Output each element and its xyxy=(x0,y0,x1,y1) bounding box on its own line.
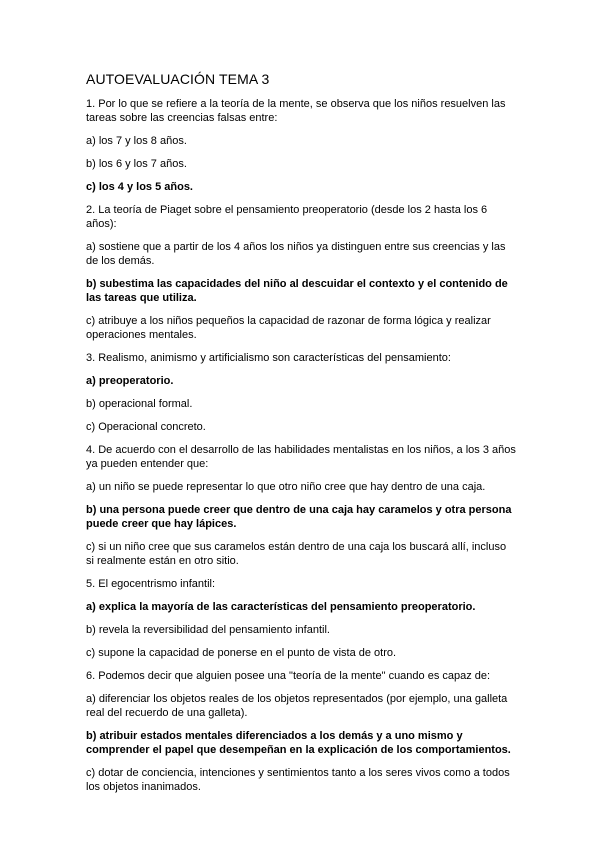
option-b: b) operacional formal. xyxy=(86,398,193,410)
question-text: 6. Podemos decir que alguien posee una "teoría de la mente" cuando es capaz de: xyxy=(86,670,491,682)
option-c: c) dotar de conciencia, intenciones y sentimientos tanto a los seres vivos como a todos los objetos inanimados. xyxy=(86,767,510,793)
question-1 xyxy=(86,97,516,194)
option-c: c) los 4 y los 5 años. xyxy=(86,181,193,193)
question-4 xyxy=(86,443,516,568)
option-c: c) atribuye a los niños pequeños la capacidad de razonar de forma lógica y realizar operaciones mentales. xyxy=(86,315,491,341)
option-b: b) revela la reversibilidad del pensamiento infantil. xyxy=(86,624,330,636)
option-b: b) una persona puede creer que dentro de una caja hay caramelos y otra persona puede creer que hay lápices. xyxy=(86,504,512,530)
option-a: a) los 7 y los 8 años. xyxy=(86,135,187,147)
option-c: c) Operacional concreto. xyxy=(86,421,206,433)
option-b: b) subestima las capacidades del niño al descuidar el contexto y el contenido de las tareas que utiliza. xyxy=(86,278,508,304)
document-page xyxy=(86,70,516,803)
option-a: a) explica la mayoría de las características del pensamiento preoperatorio. xyxy=(86,601,476,613)
question-3 xyxy=(86,351,516,434)
option-b: b) los 6 y los 7 años. xyxy=(86,158,187,170)
option-a: a) sostiene que a partir de los 4 años los niños ya distinguen entre sus creencias y las de los demás. xyxy=(86,241,506,267)
question-6 xyxy=(86,669,516,794)
question-5 xyxy=(86,577,516,660)
option-c: c) supone la capacidad de ponerse en el punto de vista de otro. xyxy=(86,647,397,659)
option-a: a) un niño se puede representar lo que otro niño cree que hay dentro de una caja. xyxy=(86,481,486,493)
question-text: 3. Realismo, animismo y artificialismo son características del pensamiento: xyxy=(86,352,451,364)
question-text: 5. El egocentrismo infantil: xyxy=(86,578,216,590)
option-b: b) atribuir estados mentales diferenciados a los demás y a uno mismo y comprender el papel que desempeñan en la explicación de los comportamientos. xyxy=(86,730,511,756)
question-text: 2. La teoría de Piaget sobre el pensamiento preoperatorio (desde los 2 hasta los 6 años): xyxy=(86,204,488,230)
option-c: c) si un niño cree que sus caramelos están dentro de una caja los buscará allí, incluso si realmente están en otro sitio. xyxy=(86,541,507,567)
question-text: 4. De acuerdo con el desarrollo de las habilidades mentalistas en los niños, a los 3 años ya pueden entender que: xyxy=(86,444,516,470)
question-2 xyxy=(86,203,516,342)
option-a: a) preoperatorio. xyxy=(86,375,174,387)
option-a: a) diferenciar los objetos reales de los objetos representados (por ejemplo, una galleta real del recuerdo de una galleta). xyxy=(86,693,508,719)
question-text: 1. Por lo que se refiere a la teoría de la mente, se observa que los niños resuelven las tareas sobre las creencias falsas entre: xyxy=(86,98,506,124)
page-title: AUTOEVALUACIÓN TEMA 3 xyxy=(86,71,270,87)
